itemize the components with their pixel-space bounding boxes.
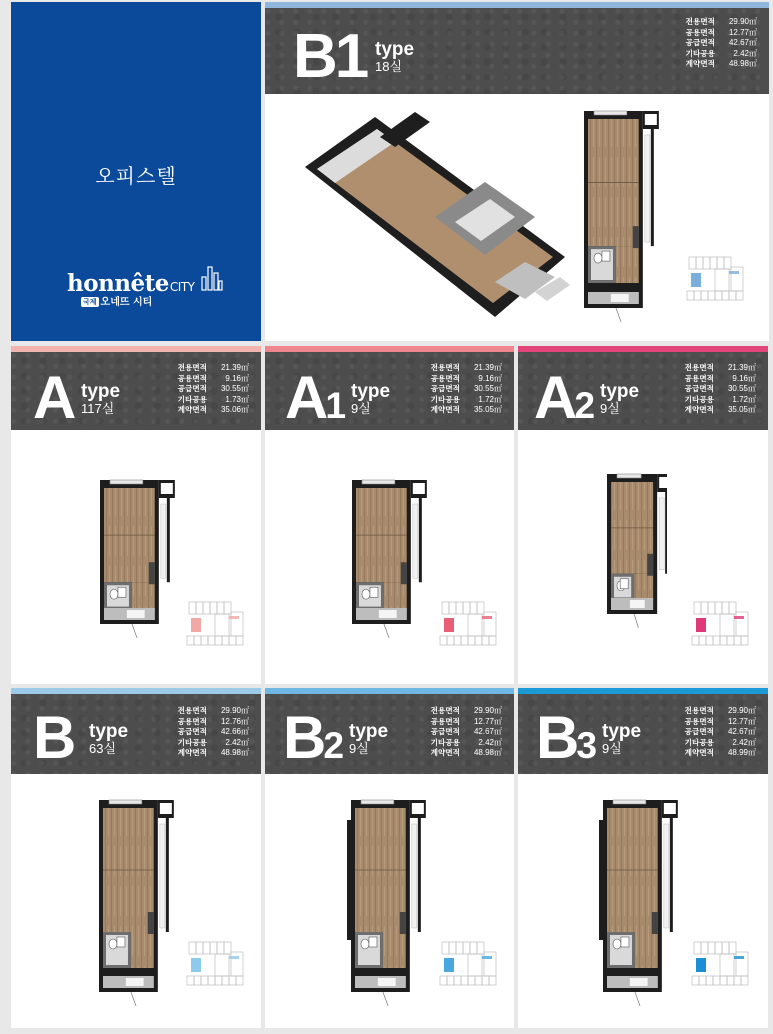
- spec-label: 공용면적: [684, 716, 714, 726]
- site-key-plan: [185, 600, 247, 648]
- spec-label: 전용면적: [177, 363, 207, 372]
- room-count: 9실: [349, 741, 369, 756]
- spec-label: 전용면적: [430, 706, 460, 715]
- type-word: type: [602, 721, 642, 742]
- spec-row: [673, 28, 757, 39]
- type-letter: B: [33, 704, 74, 771]
- unit-card-a1: [265, 346, 514, 684]
- spec-row: [673, 17, 757, 28]
- spec-label: 공급면적: [684, 727, 714, 736]
- spec-label: 계약면적: [430, 405, 460, 414]
- spec-row: [673, 59, 757, 70]
- type-number: 2: [323, 724, 345, 766]
- spec-label: 기타공용: [685, 48, 715, 58]
- spec-value: 21.39㎡: [473, 363, 502, 372]
- spec-label: 공급면적: [177, 727, 207, 736]
- site-key-plan: [690, 940, 752, 988]
- site-key-plan: [685, 255, 747, 303]
- unit-header: [265, 694, 514, 774]
- floor-plan: [597, 796, 679, 1008]
- floor-plan: [93, 796, 175, 1008]
- spec-label: 공용면적: [430, 716, 460, 726]
- spec-row: [165, 395, 249, 406]
- spec-value: 35.06㎡: [220, 405, 249, 414]
- site-key-plan: [690, 600, 752, 648]
- spec-label: 공용면적: [177, 373, 207, 383]
- spec-label: 계약면적: [684, 748, 714, 757]
- room-count: 18실: [375, 59, 403, 74]
- type-letter: A: [33, 364, 74, 431]
- spec-value: 35.05㎡: [473, 405, 502, 414]
- spec-value: 42.67㎡: [728, 38, 757, 47]
- spec-label: 전용면적: [430, 363, 460, 372]
- spec-row: [672, 363, 756, 374]
- logo-main: honnête: [67, 270, 169, 297]
- spec-value: 21.39㎡: [220, 363, 249, 372]
- spec-label: 공급면적: [685, 38, 715, 47]
- spec-row: [673, 49, 757, 60]
- spec-value: 29.90㎡: [727, 706, 756, 715]
- type-letter: A: [285, 364, 326, 431]
- unit-type-letter: [536, 704, 598, 771]
- unit-card-b1: [265, 2, 769, 341]
- spec-label: 공용면적: [430, 373, 460, 383]
- spec-value: 1.72㎡: [478, 394, 502, 404]
- spec-value: 9.16㎡: [478, 373, 502, 383]
- unit-card-a2: [518, 346, 768, 684]
- unit-header: [265, 8, 769, 94]
- floor-plan: [94, 476, 176, 640]
- spec-row: [165, 748, 249, 759]
- spec-label: 계약면적: [430, 748, 460, 757]
- area-specs: [672, 706, 756, 759]
- spec-value: 30.55㎡: [220, 384, 249, 393]
- spec-value: 48.98㎡: [473, 748, 502, 757]
- room-count: 9실: [602, 741, 622, 756]
- spec-label: 기타공용: [177, 737, 207, 747]
- floor-plan: [345, 796, 427, 1008]
- spec-label: 공급면적: [177, 384, 207, 393]
- spec-label: 전용면적: [685, 17, 715, 26]
- spec-label: 기타공용: [177, 394, 207, 404]
- spec-row: [672, 748, 756, 759]
- type-word: type: [351, 381, 391, 402]
- unit-type-letter: [534, 364, 596, 431]
- unit-header: [265, 352, 514, 430]
- spec-row: [672, 738, 756, 749]
- spec-row: [165, 405, 249, 416]
- skyline-icon: [201, 265, 223, 291]
- unit-type-letter: [283, 704, 345, 771]
- spec-row: [165, 363, 249, 374]
- spec-row: [418, 717, 502, 728]
- unit-card-b3: [518, 688, 768, 1028]
- spec-row: [672, 384, 756, 395]
- type-number: 3: [576, 724, 598, 766]
- spec-row: [165, 717, 249, 728]
- spec-row: [418, 395, 502, 406]
- spec-label: 공급면적: [684, 384, 714, 393]
- spec-value: 1.72㎡: [732, 394, 756, 404]
- spec-row: [672, 374, 756, 385]
- unit-type-letter: [33, 704, 74, 771]
- type-word: type: [349, 721, 389, 742]
- type-letter: B: [283, 704, 324, 771]
- spec-value: 1.73㎡: [225, 394, 249, 404]
- spec-label: 전용면적: [684, 706, 714, 715]
- unit-type-letter: [285, 364, 347, 431]
- spec-row: [418, 706, 502, 717]
- spec-value: 35.05㎡: [727, 405, 756, 414]
- floor-plan: [599, 470, 667, 630]
- type-number: 1: [325, 384, 347, 426]
- spec-value: 12.77㎡: [473, 716, 502, 726]
- spec-label: 공용면적: [177, 716, 207, 726]
- spec-row: [418, 738, 502, 749]
- brand-logo-sub: [81, 293, 152, 308]
- spec-label: 계약면적: [177, 405, 207, 414]
- logo-mark: 국제: [83, 298, 97, 306]
- spec-row: [418, 384, 502, 395]
- area-specs: [418, 706, 502, 759]
- spec-value: 21.39㎡: [727, 363, 756, 372]
- spec-row: [672, 706, 756, 717]
- spec-value: 12.76㎡: [220, 716, 249, 726]
- spec-row: [165, 706, 249, 717]
- area-specs: [673, 17, 757, 70]
- spec-row: [672, 395, 756, 406]
- spec-value: 48.98㎡: [728, 59, 757, 68]
- spec-row: [165, 738, 249, 749]
- spec-row: [418, 727, 502, 738]
- spec-label: 전용면적: [177, 706, 207, 715]
- spec-value: 42.66㎡: [220, 727, 249, 736]
- type-number: 1: [334, 22, 367, 91]
- spec-value: 2.42㎡: [733, 48, 757, 58]
- spec-label: 계약면적: [685, 59, 715, 68]
- spec-value: 12.77㎡: [728, 27, 757, 37]
- spec-label: 기타공용: [430, 394, 460, 404]
- spec-value: 2.42㎡: [732, 737, 756, 747]
- spec-label: 공용면적: [684, 373, 714, 383]
- spec-value: 42.67㎡: [727, 727, 756, 736]
- spec-label: 공급면적: [430, 384, 460, 393]
- type-word: type: [600, 381, 640, 402]
- site-key-plan: [185, 940, 247, 988]
- spec-row: [418, 405, 502, 416]
- floor-plan: [346, 476, 428, 640]
- type-letter: B: [536, 704, 577, 771]
- unit-type-letter: [33, 364, 74, 431]
- spec-value: 42.67㎡: [473, 727, 502, 736]
- unit-type-letter: [293, 22, 367, 91]
- type-letter: A: [534, 364, 575, 431]
- spec-value: 30.55㎡: [473, 384, 502, 393]
- brand-panel: [11, 2, 261, 341]
- spec-row: [418, 748, 502, 759]
- unit-card-b2: [265, 688, 514, 1028]
- area-specs: [165, 363, 249, 416]
- spec-row: [165, 374, 249, 385]
- spec-value: 29.90㎡: [473, 706, 502, 715]
- spec-value: 48.99㎡: [727, 748, 756, 757]
- unit-header: [518, 694, 768, 774]
- room-count: 63실: [89, 741, 117, 756]
- spec-row: [418, 374, 502, 385]
- brand-title: 오피스텔: [95, 164, 177, 188]
- spec-row: [418, 363, 502, 374]
- logo-city: CITY: [169, 280, 195, 294]
- unit-card-b: [11, 688, 261, 1028]
- spec-value: 29.90㎡: [220, 706, 249, 715]
- spec-label: 계약면적: [684, 405, 714, 414]
- area-specs: [672, 363, 756, 416]
- site-key-plan: [438, 600, 500, 648]
- spec-value: 2.42㎡: [225, 737, 249, 747]
- spec-label: 전용면적: [684, 363, 714, 372]
- spec-value: 9.16㎡: [225, 373, 249, 383]
- spec-row: [673, 38, 757, 49]
- spec-value: 2.42㎡: [478, 737, 502, 747]
- unit-header: [11, 352, 261, 430]
- unit-header: [518, 352, 768, 430]
- room-count: 9실: [351, 401, 371, 416]
- spec-label: 기타공용: [684, 737, 714, 747]
- spec-value: 30.55㎡: [727, 384, 756, 393]
- spec-label: 공급면적: [430, 727, 460, 736]
- site-key-plan: [438, 940, 500, 988]
- floor-plan: [578, 107, 660, 324]
- spec-label: 기타공용: [430, 737, 460, 747]
- spec-value: 29.90㎡: [728, 17, 757, 26]
- spec-label: 공용면적: [685, 27, 715, 37]
- type-letter: B: [293, 22, 335, 91]
- spec-label: 계약면적: [177, 748, 207, 757]
- unit-card-a: [11, 346, 261, 684]
- spec-row: [672, 717, 756, 728]
- spec-row: [165, 384, 249, 395]
- type-word: type: [375, 39, 415, 60]
- spec-label: 기타공용: [684, 394, 714, 404]
- type-number: 2: [574, 384, 596, 426]
- isometric-floor-plan: [285, 107, 585, 327]
- room-count: 9실: [600, 401, 620, 416]
- spec-row: [672, 727, 756, 738]
- logo-sub-text: 오네뜨 시티: [100, 297, 153, 308]
- type-word: type: [81, 381, 121, 402]
- area-specs: [165, 706, 249, 759]
- spec-row: [165, 727, 249, 738]
- spec-row: [672, 405, 756, 416]
- type-word: type: [89, 721, 129, 742]
- area-specs: [418, 363, 502, 416]
- unit-header: [11, 694, 261, 774]
- spec-value: 48.98㎡: [220, 748, 249, 757]
- spec-value: 9.16㎡: [732, 373, 756, 383]
- room-count: 117실: [81, 401, 115, 416]
- spec-value: 12.77㎡: [727, 716, 756, 726]
